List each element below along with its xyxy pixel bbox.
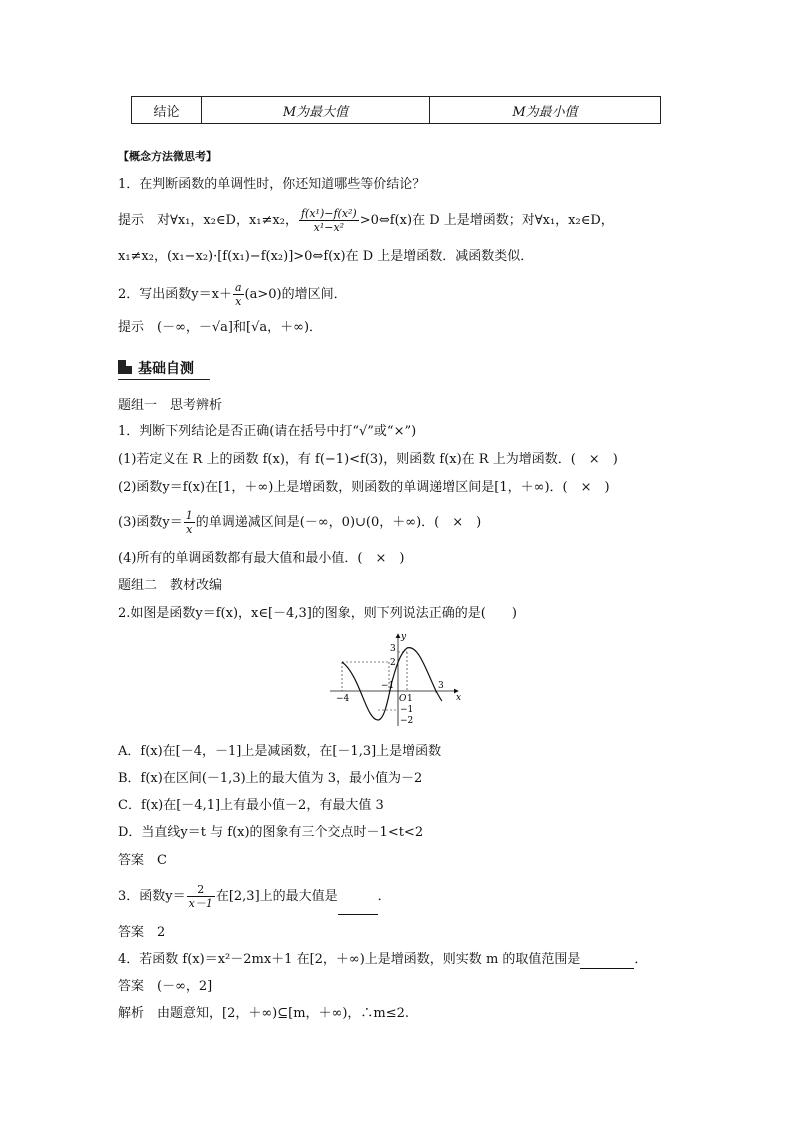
group1-statement-4: (4)所有的单调函数都有最大值和最小值．( × )	[118, 551, 405, 566]
function-graph	[328, 630, 468, 730]
statement-3-prefix: (3)函数y＝	[118, 515, 183, 530]
tick-label-y-neg2: −2	[400, 716, 414, 726]
answer-blank	[338, 900, 378, 915]
question-3-end: ．	[377, 889, 391, 904]
answer-2: 答案 C	[118, 853, 167, 868]
origin-label: O	[399, 694, 407, 704]
fraction-numerator: 2	[187, 883, 215, 897]
x-axis-label: x	[456, 693, 462, 703]
tick-label-x-neg4: −4	[336, 694, 350, 704]
section-header	[118, 357, 210, 380]
answer-1-fraction	[299, 207, 359, 234]
question-2-suffix: (a>0)的增区间．	[244, 287, 347, 302]
section-square-icon	[118, 360, 132, 374]
tick-label-x-1: 1	[407, 694, 413, 704]
fraction-denominator: x－1	[188, 897, 213, 910]
fraction-denominator: x¹−x²	[313, 221, 345, 234]
statement-3-suffix: 的单调递减区间是(－∞，0)∪(0，＋∞)．( × )	[195, 515, 482, 530]
question-2-prefix: 2．写出函数y＝x＋	[118, 287, 232, 302]
question-3	[118, 879, 391, 915]
concept-answer-1	[118, 203, 614, 239]
group1-statement-1: (1)若定义在 R 上的函数 f(x)，有 f(−1)<f(3)，则函数 f(x)在 R 上为增函数．( × )	[118, 452, 618, 467]
y-axis-label: y	[401, 632, 407, 642]
option-d: D．当直线y＝t 与 f(x)的图象有三个交点时－1<t<2	[118, 825, 424, 840]
concept-question-2	[118, 277, 347, 313]
question-4-text: 4．若函数 f(x)＝x²－2mx＋1 在[2，＋∞)上是增函数，则实数 m 的取值范围是	[118, 952, 581, 967]
solution-4: 解析 由题意知，[2，＋∞)⊆[m，＋∞)，∴m≤2.	[118, 1006, 410, 1021]
table-row	[132, 97, 661, 124]
group1-problem-1: 1．判断下列结论是否正确(请在括号中打“√”或“×”)	[118, 424, 417, 439]
tick-label-y-2: 2	[390, 658, 396, 668]
group2-question-2: 2.如图是函数y＝f(x)，x∈[－4,3]的图象，则下列说法正确的是( )	[118, 606, 517, 621]
fraction-denominator: x	[186, 523, 193, 536]
answer-1-prefix: 提示 对∀x₁，x₂∈D，x₁≠x₂，	[118, 213, 298, 228]
statement-3-fraction	[184, 509, 195, 536]
answer-blank	[580, 954, 634, 969]
fraction-denominator: x	[235, 295, 242, 308]
fraction-numerator: f(x¹)−f(x²)	[300, 207, 357, 220]
tick-label-y-neg1: −1	[400, 705, 414, 715]
concept-heading: 【概念方法微思考】	[118, 150, 217, 163]
fraction-numerator: a	[234, 281, 242, 294]
question-4-end: ．	[634, 952, 648, 967]
question-3-prefix: 3．函数y＝	[118, 889, 186, 904]
group1-statement-3	[118, 505, 481, 541]
tick-label-x-neg1: −1	[381, 681, 395, 691]
table-cell-max: M为最大值	[202, 97, 430, 124]
question-4	[118, 951, 647, 969]
tick-label-x-3: 3	[438, 681, 444, 691]
group1-title: 题组一 思考辨析	[118, 398, 223, 413]
concept-answer-1-line2: x₁≠x₂，(x₁−x₂)·[f(x₁)−f(x₂)]>0⇔f(x)在 D 上是增函数．减函数类似．	[118, 249, 534, 264]
answer-3: 答案 2	[118, 925, 166, 940]
option-b: B．f(x)在区间(－1,3)上的最大值为 3，最小值为－2	[118, 771, 423, 786]
group2-title: 题组二 教材改编	[118, 578, 223, 593]
answer-1-suffix: >0⇔f(x)在 D 上是增函数；对∀x₁，x₂∈D，	[359, 213, 614, 228]
concept-question-1: 1．在判断函数的单调性时，你还知道哪些等价结论？	[118, 177, 426, 192]
tick-label-y-3: 3	[390, 644, 396, 654]
group1-statement-2: (2)函数y＝f(x)在[1，＋∞)上是增函数，则函数的单调递增区间是[1，＋∞)．( × )	[118, 480, 610, 495]
option-a: A．f(x)在[－4，－1]上是减函数，在[－1,3]上是增函数	[118, 744, 442, 759]
option-c: C．f(x)在[－4,1]上有最小值－2，有最大值 3	[118, 798, 384, 813]
question-3-fraction	[187, 883, 215, 910]
table-cell-label: 结论	[132, 97, 202, 124]
concept-answer-2: 提示 (－∞，－√a]和[√a，＋∞)．	[118, 320, 323, 335]
answer-4: 答案 (－∞，2]	[118, 979, 213, 994]
section-title: 基础自测	[138, 361, 194, 377]
question-3-suffix: 在[2,3]上的最大值是	[215, 889, 338, 904]
question-2-fraction	[233, 281, 244, 308]
table-cell-min: M为最小值	[430, 97, 661, 124]
fraction-numerator: 1	[185, 509, 193, 522]
conclusion-table	[131, 96, 661, 124]
